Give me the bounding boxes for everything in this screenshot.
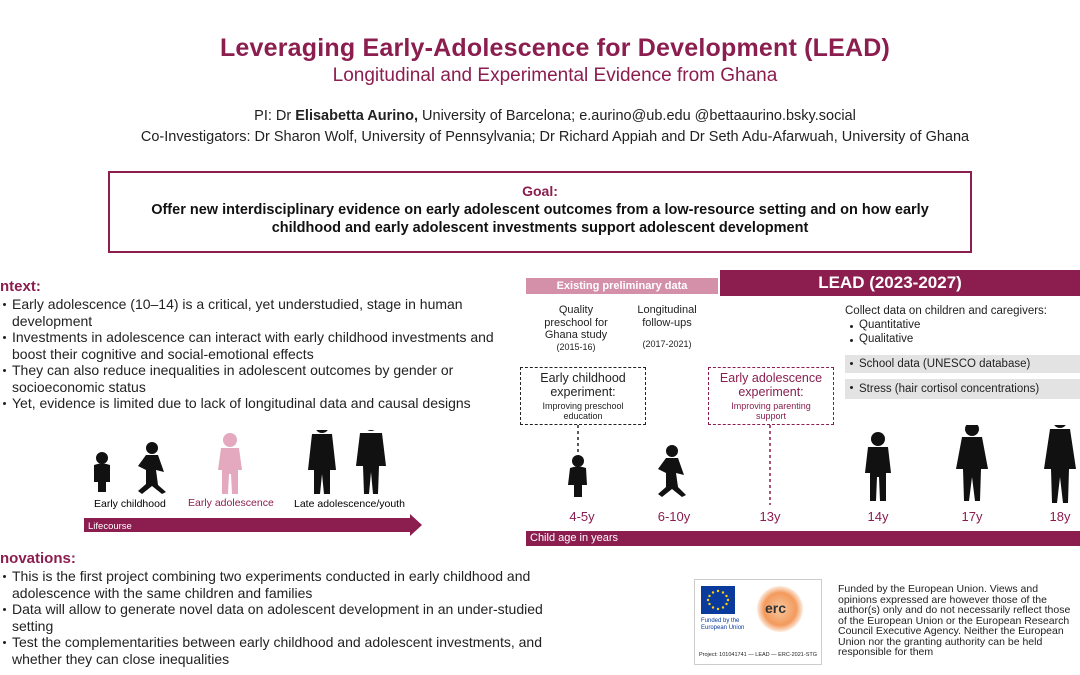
followups-label: Longitudinal follow-ups (637, 304, 697, 329)
lifecourse-label: Early adolescence (188, 497, 274, 509)
eu-funded-text (701, 618, 744, 632)
pi-social: @bettaaurino.bsky.social (690, 108, 856, 124)
youth-18-icon (1044, 425, 1076, 503)
funding-disclaimer: Funded by the European Union. Views and opinions expressed are however those of the author(s) only and do not necessarily reflect those of the European Union or the European Research Council Executive Agency. Neither the European Union nor the granting authority can be held responsible for them (838, 583, 1071, 658)
followups-years: (2017-2021) (642, 339, 692, 349)
innovations-list (6, 568, 566, 667)
ec-experiment-box (520, 367, 646, 425)
eu-flag-icon (701, 586, 735, 614)
eu-funded-line: Funded by the (701, 618, 740, 624)
innovation-item: Data will allow to generate novel data on adolescent development in an under-studied setting (6, 601, 566, 634)
context-heading: ntext: (0, 278, 41, 295)
age-label: 17y (961, 509, 983, 524)
erc-logo-text: erc (765, 600, 787, 616)
adolescent-14-icon (865, 432, 891, 501)
pi-name: Elisabetta Aurino, (295, 108, 418, 124)
stress-item: Stress (hair cortisol concentrations) (853, 379, 1080, 399)
timeline-connectors (520, 425, 1080, 507)
eu-funded-line: European Union (701, 625, 745, 631)
quality-study-years: (2015-16) (556, 342, 596, 352)
lifecourse-arrow-label: Lifecourse (88, 521, 132, 532)
poster-subtitle: Longitudinal and Experimental Evidence from Ghana (332, 65, 778, 86)
quality-study-label: Quality preschool for Ghana study (544, 304, 608, 341)
adolescent-17-icon (956, 425, 988, 501)
innovation-item: Test the complementarities between early childhood and adolescent investments, and whether they can close inequalities (6, 634, 566, 667)
ec-experiment-title: Early childhood experiment: (540, 371, 626, 399)
school-data-box (845, 355, 1080, 373)
age-label: 14y (867, 509, 889, 524)
lead-banner: LEAD (2023-2027) (720, 270, 1080, 296)
existing-data-banner: Existing preliminary data (526, 278, 718, 294)
pi-email[interactable]: e.aurino@ub.edu (579, 108, 691, 124)
age-label: 6-10y (657, 509, 691, 524)
lifecourse-label: Early childhood (94, 498, 166, 510)
collect-title: Collect data on children and caregivers: (845, 305, 1048, 317)
age-label: 18y (1049, 509, 1071, 524)
coinvestigators: Co-Investigators: Dr Sharon Wolf, University of Pennsylvania; Dr Richard Appiah and Dr Seth Adu-Afarwuah, University of Ghana (140, 129, 970, 145)
toddler-silhouette-icon (94, 452, 110, 492)
context-item: They can also reduce inequalities in adolescent outcomes by gender or socioeconomic status (6, 362, 496, 395)
pi-affiliation: University of Barcelona; (418, 108, 580, 124)
lifecourse-arrow (84, 514, 422, 536)
lifecourse-label: Late adolescence/youth (294, 498, 405, 510)
school-data-item: School data (UNESCO database) (853, 355, 1080, 373)
toddler-timeline-icon (568, 455, 587, 497)
goal-text: Offer new interdisciplinary evidence on early adolescent outcomes from a low-resource setting and on how early childhood and early adolescent investments support adolescent development (151, 202, 929, 236)
context-item: Investments in adolescence can interact with early childhood investments and boost their cognitive and social-emotional effects (6, 329, 496, 362)
early-adolescent-silhouette-icon (218, 433, 242, 494)
ec-experiment-sub: Improving preschool education (542, 401, 624, 421)
age-label: 13y (759, 509, 781, 524)
youth-silhouette-icon (356, 430, 386, 494)
child-silhouette-icon (138, 442, 166, 494)
goal-label: Goal: (522, 183, 558, 199)
collect-data-block (845, 304, 1080, 346)
innovation-item: This is the first project combining two experiments conducted in early childhood and adolescence with the same children and families (6, 568, 566, 601)
ea-experiment-title: Early adolescence experiment: (719, 371, 823, 399)
poster-title: Leveraging Early-Adolescence for Development (LEAD) (219, 34, 891, 62)
goal-box (108, 171, 972, 253)
age-axis-bar: Child age in years (526, 531, 1080, 546)
context-list (6, 296, 496, 412)
pi-prefix: PI: Dr (254, 108, 296, 124)
late-adolescent-silhouette-icon (308, 430, 336, 494)
pi-line (0, 108, 1080, 124)
lifecourse-figure (80, 430, 430, 540)
ea-experiment-box (708, 367, 834, 425)
collect-item: Quantitative (853, 318, 1080, 332)
context-item: Early adolescence (10–14) is a critical, yet understudied, stage in human development (6, 296, 496, 329)
innovations-heading: novations: (0, 550, 76, 567)
ea-experiment-sub: Improving parenting support (731, 401, 811, 421)
project-id: Project: 101041741 — LEAD — ERC-2021-STG (699, 652, 818, 658)
age-label: 4-5y (569, 509, 595, 524)
collect-item: Qualitative (853, 332, 1080, 346)
stress-box (845, 379, 1080, 399)
context-item: Yet, evidence is limited due to lack of longitudinal data and causal designs (6, 395, 496, 412)
child-timeline-icon (658, 445, 686, 497)
funding-logo-panel (694, 579, 822, 665)
